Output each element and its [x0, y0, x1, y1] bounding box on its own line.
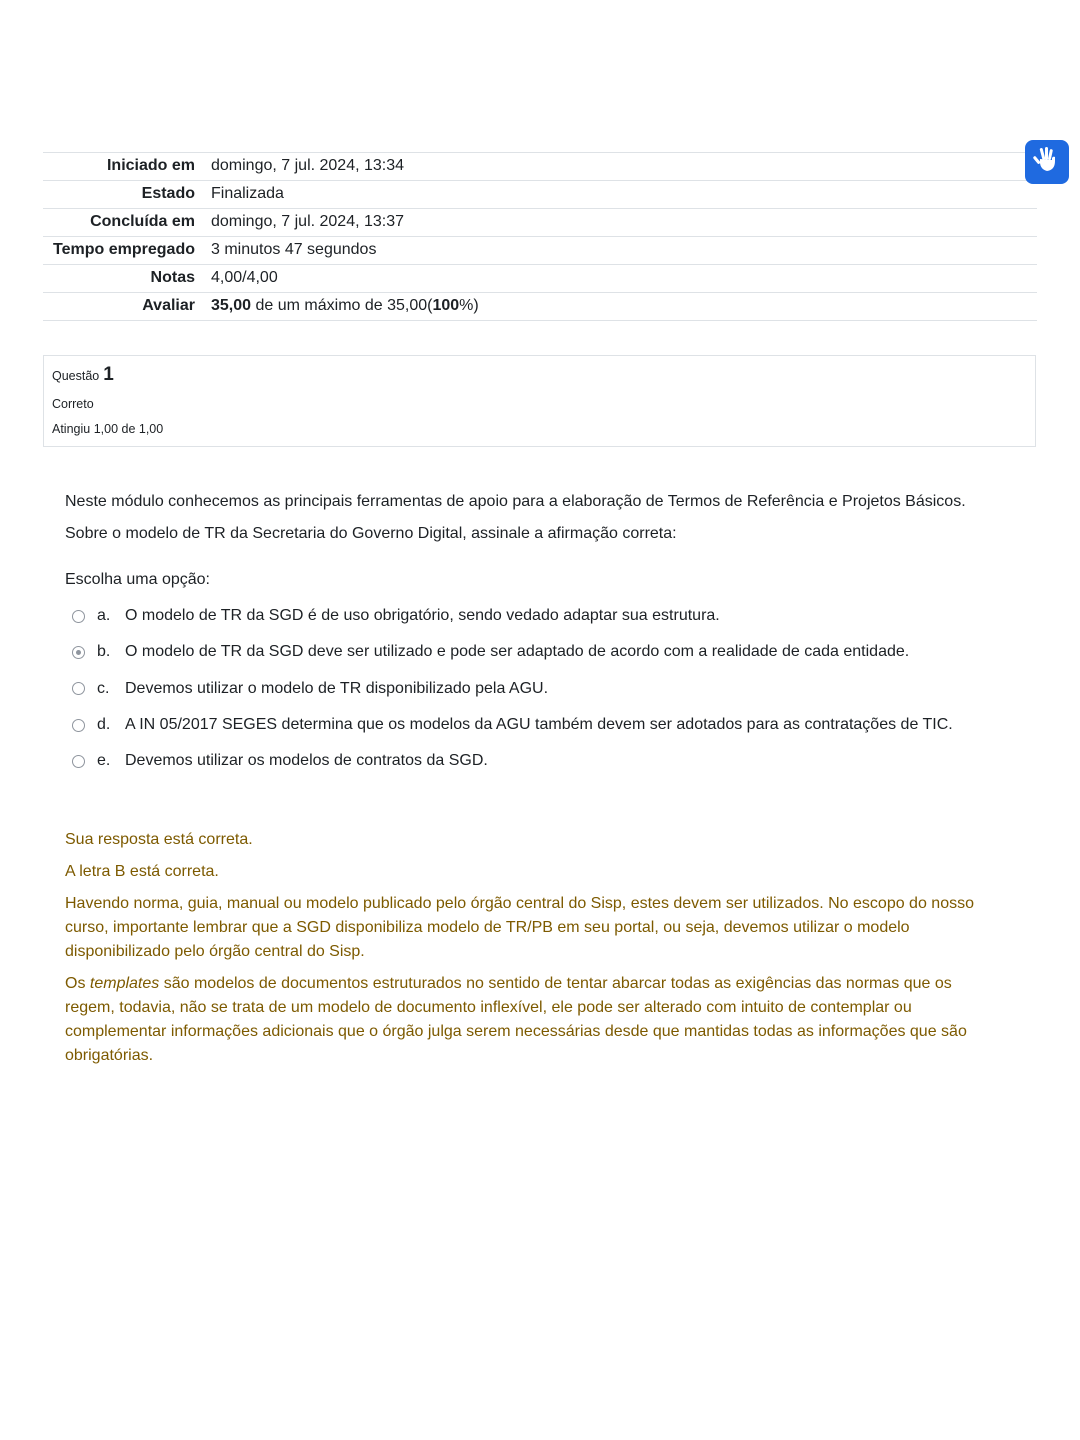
summary-row-state: [43, 181, 1037, 209]
feedback-panel: [65, 828, 995, 1076]
summary-label: Avaliar: [142, 297, 195, 314]
option-text: Devemos utilizar os modelos de contratos da SGD.: [125, 752, 488, 770]
grade-text-end: %): [459, 297, 479, 314]
summary-row-grade: [43, 293, 1037, 321]
option-letter: a.: [97, 607, 111, 625]
answer-option-b[interactable]: [72, 634, 1022, 670]
grade-score: 35,00: [211, 297, 252, 314]
summary-label: Tempo empregado: [53, 241, 195, 258]
radio-button[interactable]: [72, 719, 85, 732]
vlibras-accessibility-button[interactable]: [1025, 140, 1069, 184]
sign-language-hand-icon: [1032, 145, 1062, 180]
question-info-box: [43, 355, 1036, 447]
question-statement: Sobre o modelo de TR da Secretaria do Governo Digital, assinale a afirmação correta:: [65, 525, 677, 542]
option-text: Devemos utilizar o modelo de TR disponibilizado pela AGU.: [125, 679, 549, 697]
radio-button[interactable]: [72, 682, 85, 695]
grade-percent: 100: [432, 297, 460, 314]
radio-button[interactable]: [72, 755, 85, 768]
summary-label: Concluída em: [90, 213, 195, 230]
radio-button-selected[interactable]: [72, 646, 85, 659]
templates-word: templates: [89, 975, 160, 992]
summary-value: domingo, 7 jul. 2024, 13:37: [211, 213, 405, 230]
summary-row-completed: [43, 209, 1037, 237]
summary-value: domingo, 7 jul. 2024, 13:34: [211, 157, 405, 174]
answer-option-a[interactable]: [72, 598, 1022, 634]
question-number-value: 1: [103, 364, 114, 385]
summary-row-started: [43, 153, 1037, 181]
question-status: Correto: [52, 397, 94, 411]
templates-prefix: Os: [65, 975, 90, 992]
option-letter: c.: [97, 679, 110, 697]
answer-option-d[interactable]: [72, 707, 1022, 743]
summary-row-marks: [43, 265, 1037, 293]
answer-option-c[interactable]: [72, 671, 1022, 707]
summary-value: 3 minutos 47 segundos: [211, 241, 377, 258]
answer-option-e[interactable]: [72, 743, 1022, 779]
radio-button[interactable]: [72, 610, 85, 623]
option-text: O modelo de TR da SGD deve ser utilizado e pode ser adaptado de acordo com a realidade de cada entidade.: [125, 643, 910, 661]
feedback-explanation: Havendo norma, guia, manual ou modelo publicado pelo órgão central do Sisp, estes devem ser utilizados. No escopo do nosso curso, importante lembrar que a SGD disponibiliza modelo de TR/PB em seu portal, ou seja, devemos utilizar o modelo disponibilizado pelo órgão central do Sisp.: [65, 895, 974, 960]
question-label: Questão: [52, 369, 100, 383]
question-text: [65, 491, 1025, 555]
option-text: O modelo de TR da SGD é de uso obrigatório, sendo vedado adaptar sua estrutura.: [125, 607, 720, 625]
summary-label: Iniciado em: [106, 157, 195, 174]
answer-options: [72, 598, 1022, 779]
feedback-templates: [65, 972, 995, 1068]
question-mark: Atingiu 1,00 de 1,00: [52, 422, 164, 436]
summary-label: Estado: [141, 185, 195, 202]
grade-text: de um máximo de 35,00(: [251, 297, 433, 314]
attempt-summary-table: [43, 152, 1037, 321]
answer-prompt: Escolha uma opção:: [65, 571, 210, 588]
templates-rest: são modelos de documentos estruturados no sentido de tentar abarcar todas as exigências das normas que os regem, todavia, não se trata de um modelo de documento inflexível, ele pode ser alterado com intuito de contemplar ou complementar informações adicionais que o órgão julga serem necessárias desde que mantidas todas as informações que são obrigatórias.: [65, 975, 967, 1064]
summary-label: Notas: [150, 269, 195, 286]
summary-grade-value: [211, 293, 1037, 321]
summary-value: 4,00/4,00: [211, 269, 278, 286]
summary-row-time: [43, 237, 1037, 265]
feedback-result: Sua resposta está correta.: [65, 831, 253, 848]
summary-value: Finalizada: [211, 185, 284, 202]
option-letter: e.: [97, 752, 111, 770]
question-intro: Neste módulo conhecemos as principais ferramentas de apoio para a elaboração de Termos de Referência e Projetos Básicos.: [65, 493, 966, 510]
option-text: A IN 05/2017 SEGES determina que os modelos da AGU também devem ser adotados para as contratações de TIC.: [125, 716, 953, 734]
option-letter: d.: [97, 716, 111, 734]
feedback-correct-answer: A letra B está correta.: [65, 863, 219, 880]
option-letter: b.: [97, 643, 111, 661]
question-number: [52, 364, 1027, 386]
